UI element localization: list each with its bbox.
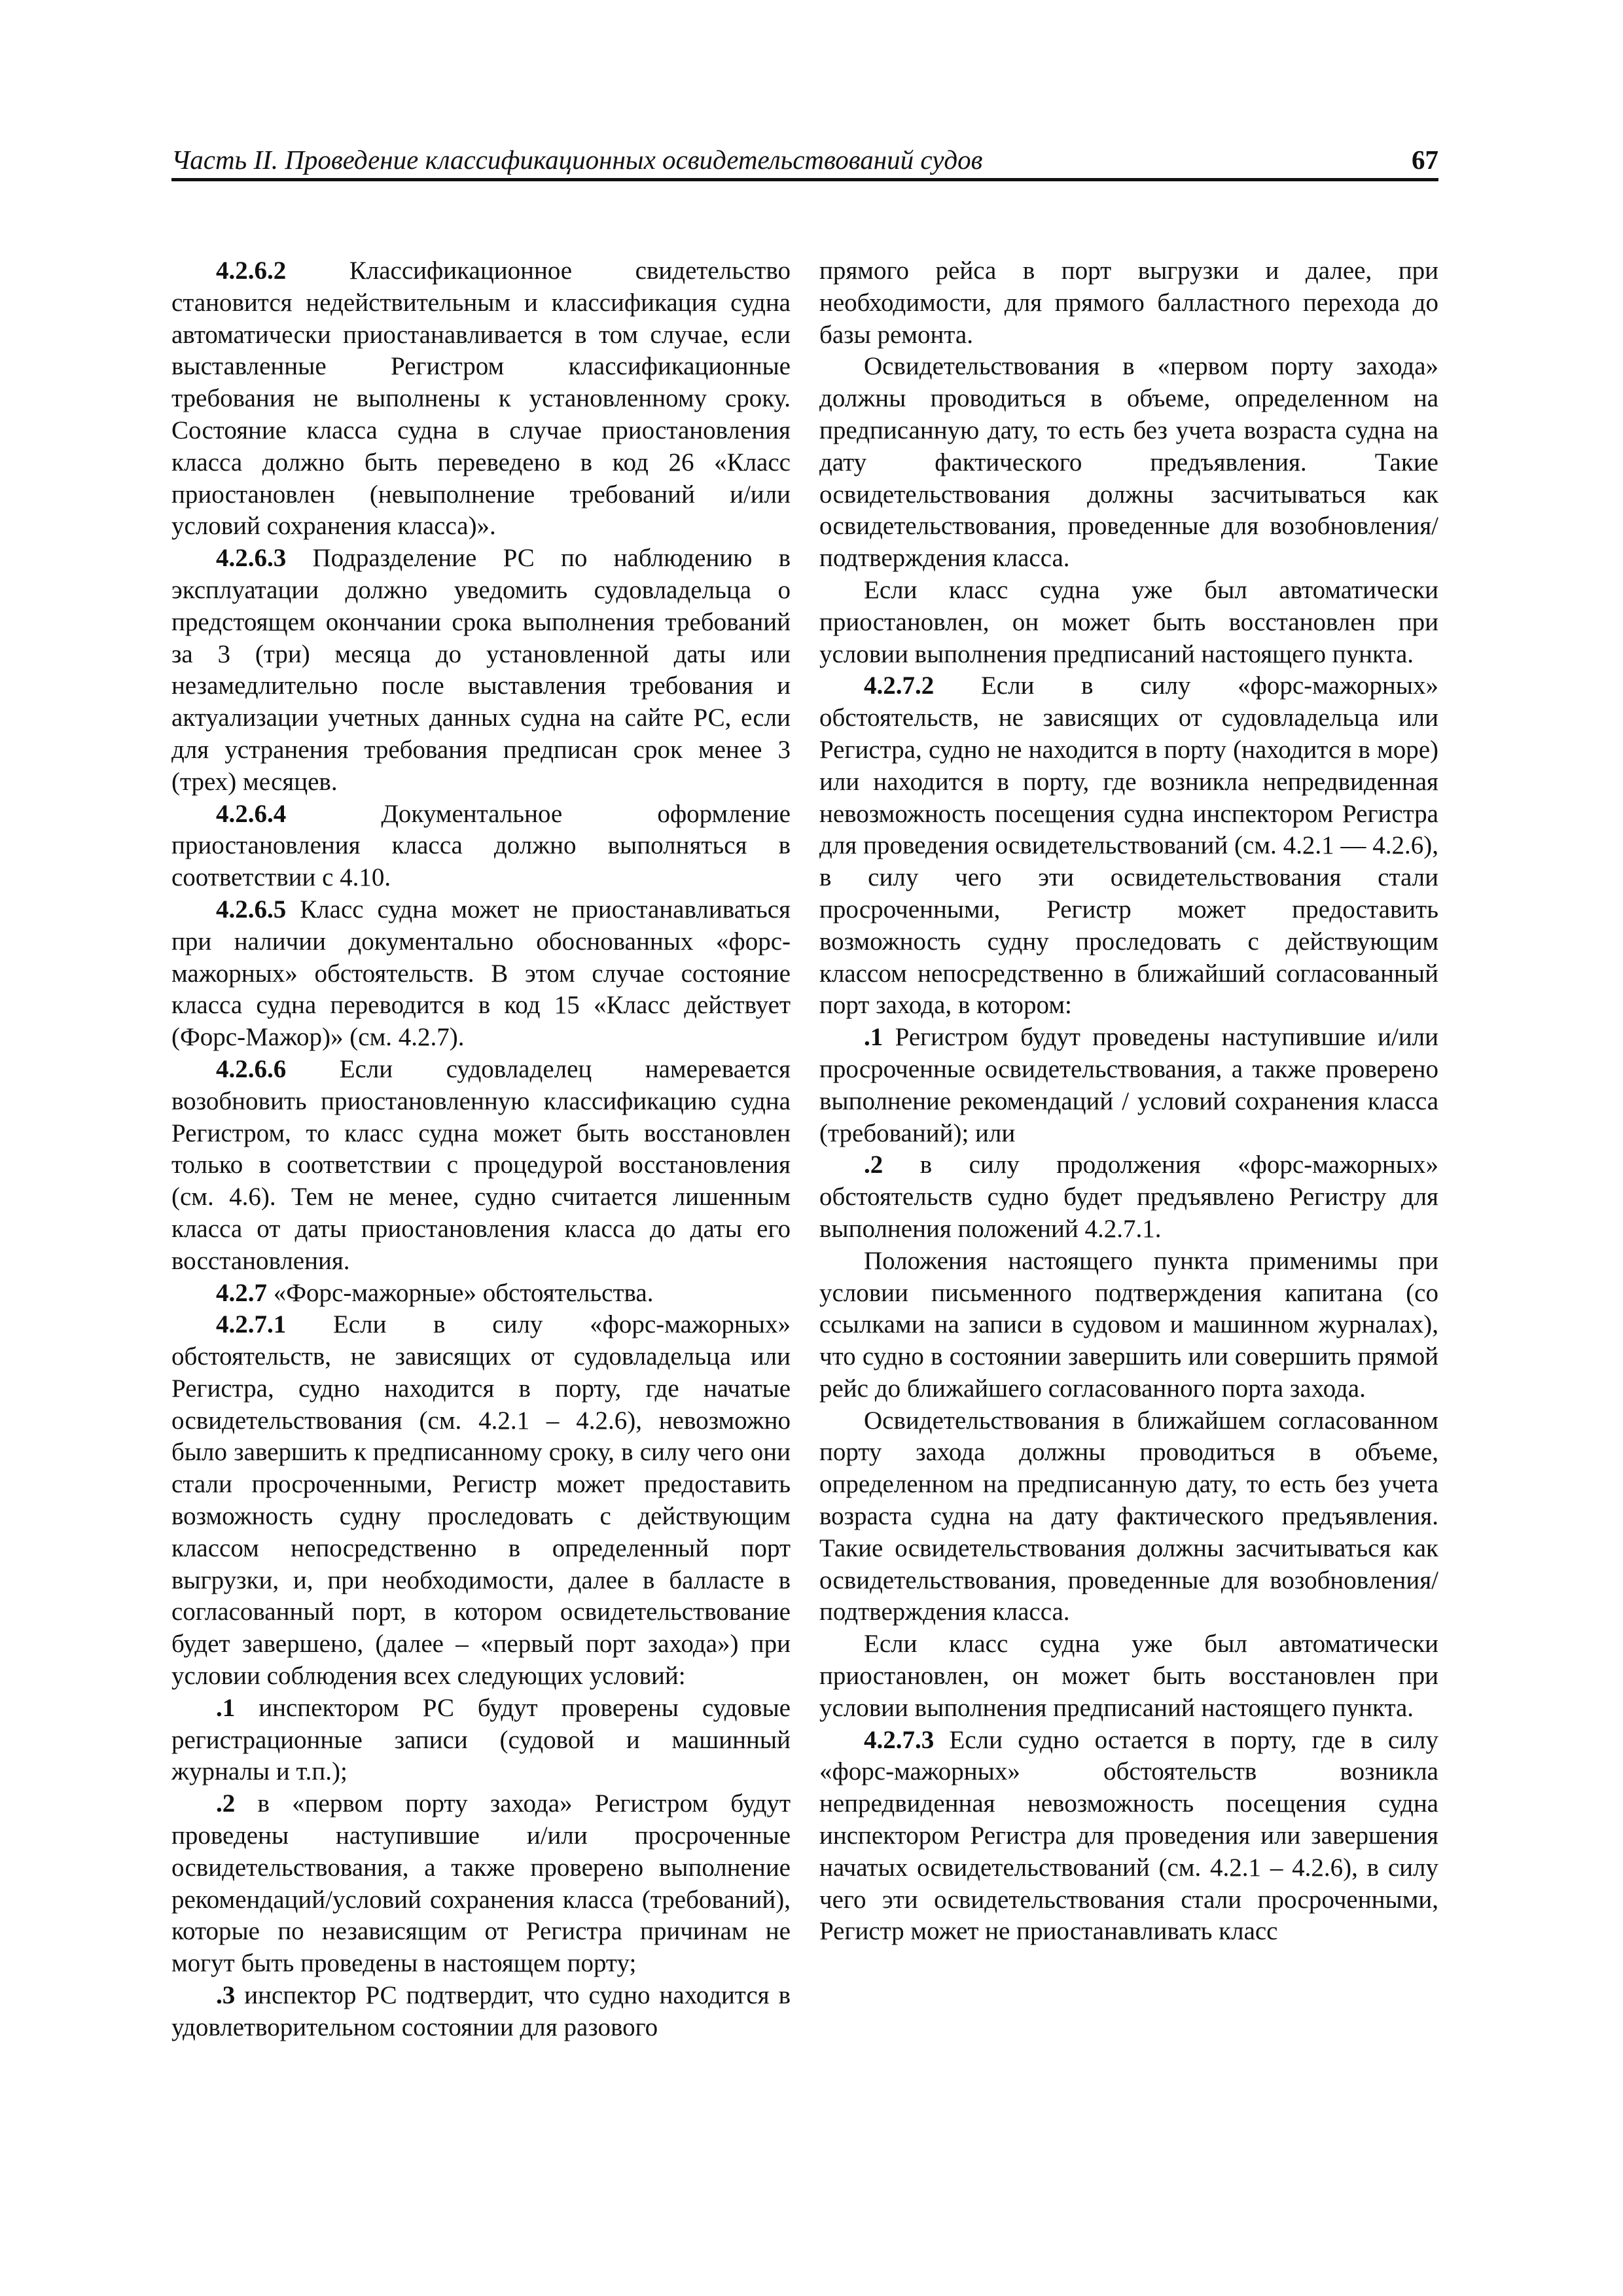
paragraph-text: Если в силу «форс-мажорных» обстоятельств, не зависящих от судовладельца или Регистра, судно не находится в порту (находится в море) или находится в порту, где возникла непредвиденная невозможность посещения судна инспектором Регистра для проведения освидетельствований (см. 4.2.1 — 4.2.6), в силу чего эти освидетельствования стали просроченными, Регистр может предоставить возможность судну проследовать с действующим классом непосредственно в ближайший согласованный порт захода, в котором: <box>819 672 1438 1020</box>
paragraph <box>819 670 1438 1022</box>
paragraph <box>819 1725 1438 1948</box>
paragraph-text: Если в силу «форс-мажорных» обстоятельств, не зависящих от судовладельца или Регистра, судно находится в порту, где начатые освидетельствования (см. 4.2.1 – 4.2.6), невозможно было завершить к предписанному сроку, в силу чего они стали просроченными, Регистр может предоставить возможность судну проследовать с действующим классом непосредственно в определенный порт выгрузки, и, при необходимости, далее в балласте в согласованный порт, в котором освидетельствование будет завершено, (далее – «первый порт захода») при условии соблюдения всех следующих условий: <box>171 1310 791 1691</box>
clause-number: 4.2.7.1 <box>216 1310 287 1339</box>
paragraph-text: Если класс судна уже был автоматически приостановлен, он может быть восстановлен при условии выполнения предписаний настоящего пункта. <box>819 1630 1438 1722</box>
clause-number: .1 <box>864 1023 883 1052</box>
paragraph <box>171 1693 791 1788</box>
paragraph-text: Класс судна может не приостанавливаться при наличии документально обоснованных «форс-мажорных» обстоятельств. В этом случае состояние класса судна переводится в код 15 «Класс действует (Форс-Мажор)» (см. 4.2.7). <box>171 895 791 1052</box>
paragraph-text: прямого рейса в порт выгрузки и далее, при необходимости, для прямого балластного перехода до базы ремонта. <box>819 257 1438 349</box>
left-column <box>171 255 791 2044</box>
paragraph <box>171 1309 791 1693</box>
paragraph-text: инспектор РС подтвердит, что судно находится в удовлетворительном состоянии для разового <box>171 1981 791 2041</box>
right-column <box>819 255 1438 1948</box>
paragraph-text: Регистром будут проведены наступившие и/или просроченные освидетельствования, а также проверено выполнение рекомендаций / условий сохранения класса (требований); или <box>819 1023 1438 1147</box>
clause-number: 4.2.6.3 <box>216 544 287 573</box>
clause-number: 4.2.6.4 <box>216 799 287 828</box>
paragraph-text: Освидетельствования в ближайшем согласованном порту захода должны проводиться в объеме, определенном на предписанную дату, то есть без учета возраста судна на дату фактического предъявления. Такие освидетельствования должны засчитываться как освидетельствования, проведенные для возобновления/подтверждения класса. <box>819 1406 1438 1626</box>
paragraph-text: Если класс судна уже был автоматически приостановлен, он может быть восстановлен при условии выполнения предписаний настоящего пункта. <box>819 575 1438 668</box>
page-number: 67 <box>1412 145 1438 175</box>
header-title: Часть II. Проведение классификационных освидетельствований судов <box>171 145 983 175</box>
clause-number: .1 <box>216 1693 236 1722</box>
clause-number: 4.2.7.3 <box>864 1725 935 1754</box>
paragraph <box>819 1022 1438 1149</box>
clause-number: 4.2.7.2 <box>864 672 935 700</box>
paragraph-text: Положения настоящего пункта применимы при условии письменного подтверждения капитана (со ссылками на записи в судовом и машинном журналах), что судно в состоянии завершить или совершить прямой рейс до ближайшего согласованного порта захода. <box>819 1246 1438 1403</box>
paragraph <box>819 1149 1438 1245</box>
running-header <box>171 143 1438 179</box>
clause-number: 4.2.6.5 <box>216 895 287 924</box>
paragraph <box>819 1246 1438 1405</box>
clause-number: .2 <box>864 1151 883 1179</box>
paragraph <box>171 798 791 894</box>
paragraph <box>171 1788 791 1980</box>
clause-number: .3 <box>216 1981 236 2010</box>
clause-number: .2 <box>216 1789 236 1818</box>
paragraph-text: Документальное оформление приостановления класса должно выполняться в соответствии с 4.10. <box>171 799 791 892</box>
clause-number: 4.2.6.2 <box>216 257 287 285</box>
paragraph-text: в силу продолжения «форс-мажорных» обстоятельств судно будет предъявлено Регистру для выполнения положений 4.2.7.1. <box>819 1151 1438 1243</box>
paragraph <box>819 1405 1438 1629</box>
paragraph-text: Если судовладелец намеревается возобновить приостановленную классификацию судна Регистром, то класс судна может быть восстановлен только в соответствии с процедурой восстановления (см. 4.6). Тем не менее, судно считается лишенным класса от даты приостановления класса до даты его восстановления. <box>171 1054 791 1275</box>
paragraph <box>171 1054 791 1278</box>
paragraph-text: «Форс-мажорные» обстоятельства. <box>267 1278 654 1307</box>
paragraph <box>171 255 791 543</box>
paragraph <box>819 575 1438 670</box>
paragraph-text: Классификационное свидетельство становится недействительным и классификация судна автоматически приостанавливается в том случае, если выставленные Регистром классификационные требования не выполнены к установленному сроку. Состояние класса судна в случае приостановления класса должно быть переведено в код 26 «Класс приостановлен (невыполнение требований и/или условий сохранения класса)». <box>171 257 791 541</box>
paragraph <box>819 351 1438 575</box>
clause-number: 4.2.6.6 <box>216 1054 287 1083</box>
paragraph <box>171 543 791 798</box>
clause-number: 4.2.7 <box>216 1278 267 1307</box>
paragraph <box>171 1980 791 2044</box>
paragraph-text: в «первом порту захода» Регистром будут проведены наступившие и/или просроченные освидетельствования, а также проверено выполнение рекомендаций/условий сохранения класса (требований), которые по независящим от Регистра причинам не могут быть проведены в настоящем порту; <box>171 1789 791 1978</box>
paragraph-text: Подразделение РС по наблюдению в эксплуатации должно уведомить судовладельца о предстоящем окончании срока выполнения требований за 3 (три) месяца до установленной даты или незамедлительно после выставления требования и актуализации учетных данных судна на сайте РС, если для устранения требования предписан срок менее 3 (трех) месяцев. <box>171 544 791 796</box>
paragraph <box>819 255 1438 351</box>
paragraph <box>819 1628 1438 1724</box>
header-rule <box>171 178 1438 181</box>
paragraph-text: инспектором РС будут проверены судовые регистрационные записи (судовой и машинный журналы и т.п.); <box>171 1693 791 1786</box>
paragraph-text: Если судно остается в порту, где в силу «форс-мажорных» обстоятельств возникла непредвиденная невозможность посещения судна инспектором Регистра для проведения или завершения начатых освидетельствований (см. 4.2.1 – 4.2.6), в силу чего эти освидетельствования стали просроченными, Регистр может не приостанавливать класс <box>819 1725 1438 1946</box>
paragraph <box>171 1278 791 1310</box>
paragraph-text: Освидетельствования в «первом порту захода» должны проводиться в объеме, определенном на предписанную дату, то есть без учета возраста судна на дату фактического предъявления. Такие освидетельствования должны засчитываться как освидетельствования, проведенные для возобновления/подтверждения класса. <box>819 352 1438 573</box>
paragraph <box>171 894 791 1054</box>
